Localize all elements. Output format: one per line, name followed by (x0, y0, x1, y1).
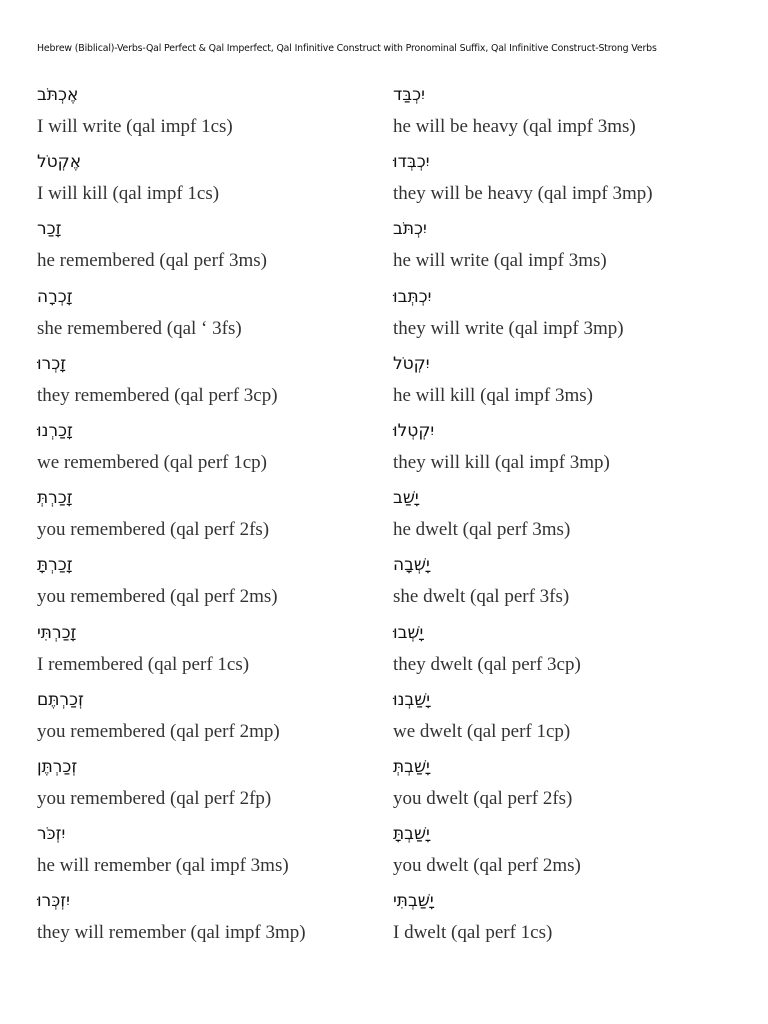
hebrew-word: זָכַרְנוּ (37, 420, 73, 441)
vocab-entry (393, 553, 753, 620)
vocab-entry (393, 83, 753, 150)
english-gloss: you dwelt (qal perf 2ms) (393, 855, 581, 877)
english-gloss: they remembered (qal perf 3cp) (37, 384, 278, 406)
hebrew-word: יִזְכֹּר (37, 824, 66, 845)
vocab-entry (393, 352, 753, 419)
english-gloss: she dwelt (qal perf 3fs) (393, 586, 570, 608)
hebrew-word: יָשְׁבוּ (393, 622, 424, 643)
vocab-entry (37, 150, 397, 217)
hebrew-word: יָשְׁבָה (393, 555, 430, 576)
english-gloss: I dwelt (qal perf 1cs) (393, 922, 553, 944)
hebrew-word: יִזְכְּרוּ (37, 891, 70, 912)
english-gloss: I remembered (qal perf 1cs) (37, 653, 250, 675)
vocab-entry (37, 217, 397, 284)
english-gloss: you remembered (qal perf 2fs) (37, 519, 270, 541)
vocab-entry (393, 688, 753, 755)
hebrew-word: יִכְבַּד (393, 85, 425, 105)
hebrew-word: זְכַרְתֶּן (37, 756, 78, 777)
hebrew-word: זְכַרְתֶּם (37, 689, 84, 710)
english-gloss: you remembered (qal perf 2mp) (37, 720, 280, 742)
vocab-entry (393, 621, 753, 688)
vocab-entry (393, 285, 753, 352)
english-gloss: I will write (qal impf 1cs) (37, 116, 233, 137)
hebrew-word: זָכַר (37, 219, 62, 240)
hebrew-word: יָשַׁבְתְּ (393, 756, 430, 777)
hebrew-word: יִקְטֹל (393, 353, 430, 374)
hebrew-word: זָכַרְתְּ (37, 488, 73, 509)
vocab-entry (37, 285, 397, 352)
english-gloss: they dwelt (qal perf 3cp) (393, 653, 581, 675)
english-gloss: they will be heavy (qal impf 3mp) (393, 183, 653, 205)
english-gloss: he will kill (qal impf 3ms) (393, 384, 594, 406)
vocab-entry (37, 688, 397, 755)
vocab-entry (37, 621, 397, 688)
right-column (393, 83, 753, 956)
english-gloss: you remembered (qal perf 2ms) (37, 586, 278, 608)
vocab-entry (393, 889, 753, 956)
hebrew-word: יָשַׁבְנוּ (393, 689, 431, 710)
vocab-entry (37, 822, 397, 889)
english-gloss: he will write (qal impf 3ms) (393, 250, 607, 272)
english-gloss: they will write (qal impf 3mp) (393, 317, 624, 339)
english-gloss: he dwelt (qal perf 3ms) (393, 519, 571, 541)
vocab-entry (393, 419, 753, 486)
vocab-entry (37, 419, 397, 486)
english-gloss: we dwelt (qal perf 1cp) (393, 720, 571, 742)
english-gloss: you dwelt (qal perf 2fs) (393, 787, 573, 809)
hebrew-word: זָכְרָה (37, 286, 73, 307)
hebrew-word: יָשַׁבְתָּ (393, 824, 430, 845)
hebrew-word: יִכְתֹּב (393, 219, 427, 240)
english-gloss: they will remember (qal impf 3mp) (37, 922, 306, 944)
english-gloss: we remembered (qal perf 1cp) (37, 451, 267, 473)
english-gloss: they will kill (qal impf 3mp) (393, 451, 610, 473)
hebrew-word: זָכַרְתָּ (37, 555, 73, 576)
english-gloss: I will kill (qal impf 1cs) (37, 183, 220, 205)
document-title: Hebrew (Biblical)-Verbs-Qal Perfect & Qal Imperfect, Qal Infinitive Construct with Pronominal Suffix, Qal Infinitive Construct-Strong Verbs (37, 43, 657, 54)
vocab-entry (393, 486, 753, 553)
hebrew-word: יִכְבְּדוּ (393, 152, 430, 173)
vocab-entry (37, 889, 397, 956)
vocab-entry (393, 217, 753, 284)
english-gloss: she remembered (qal ‘ 3fs) (37, 317, 242, 339)
hebrew-word: זָכְרוּ (37, 353, 67, 374)
english-gloss: you remembered (qal perf 2fp) (37, 787, 272, 809)
english-gloss: he will remember (qal impf 3ms) (37, 855, 289, 877)
vocab-entry (37, 352, 397, 419)
vocab-entry (37, 755, 397, 822)
hebrew-word: יָשַׁבְתִּי (393, 891, 434, 912)
hebrew-word: אֶכְתֹּב (37, 85, 79, 105)
vocab-entry (37, 486, 397, 553)
vocab-entry (393, 150, 753, 217)
vocab-entry (393, 755, 753, 822)
hebrew-word: זָכַרְתִּי (37, 622, 77, 643)
left-column (37, 83, 397, 956)
english-gloss: he will be heavy (qal impf 3ms) (393, 116, 636, 137)
hebrew-word: יָשַׁב (393, 488, 419, 509)
english-gloss: he remembered (qal perf 3ms) (37, 250, 268, 272)
hebrew-word: יִקְטְלוּ (393, 420, 435, 441)
hebrew-word: יִכְתְּבוּ (393, 286, 432, 307)
vocab-entry (393, 822, 753, 889)
vocab-entry (37, 83, 397, 150)
hebrew-word: אֶקְטֹל (37, 152, 82, 173)
vocab-entry (37, 553, 397, 620)
